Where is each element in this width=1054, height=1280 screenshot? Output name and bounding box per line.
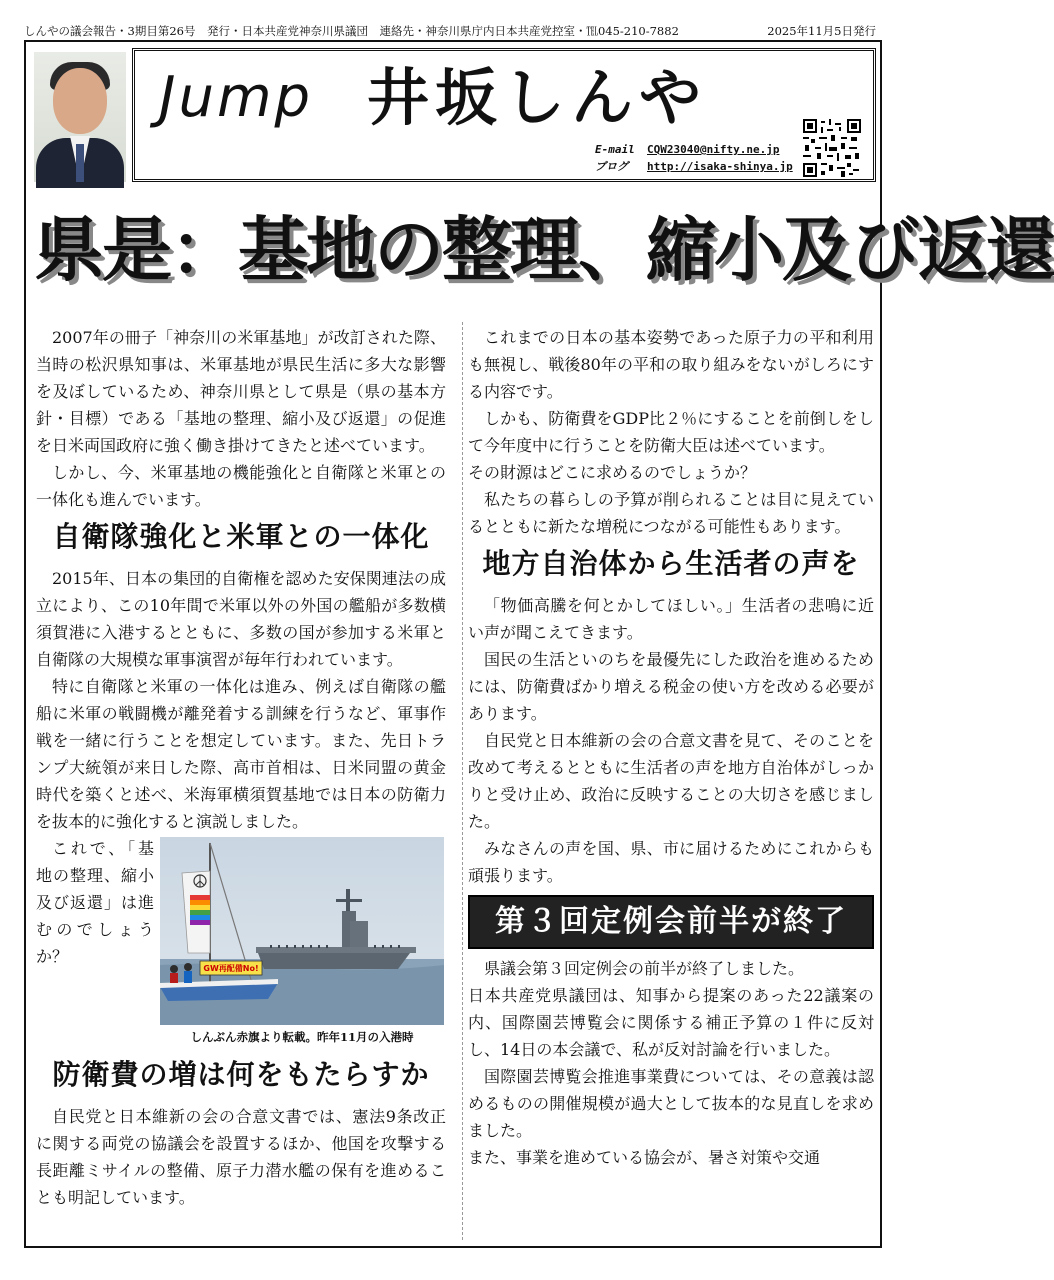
right-column: [468, 324, 874, 1171]
aircraft-carrier-figure: [160, 837, 444, 1049]
email-label: E-mail: [595, 143, 635, 156]
local-paragraph-2: 国民の生活といのちを最優先にした政治を進めるためには、防衛費ばかり増える税金の使い方を改める必要があります。: [468, 650, 874, 723]
defense-paragraph-3: しかも、防衛費をGDP比２％にすることを前倒しをして今年度中に行うことを防衛大臣は述べています。: [468, 409, 874, 455]
session-paragraph-3: 国際園芸博覧会推進事業費については、その意義は認めるものの開催規模が過大として抜本的な見直しを求めました。: [468, 1067, 874, 1140]
session-paragraph-4: また、事業を進めている協会が、暑さ対策や交通: [468, 1148, 821, 1167]
session-paragraph-1: 県議会第３回定例会の前半が終了しました。: [484, 959, 805, 978]
intro-paragraph-1: 2007年の冊子「神奈川の米軍基地」が改訂された際、当時の松沢県知事は、米軍基地が県民生活に多大な影響を及ぼしているため、神奈川県として県是（県の基本方針・目標）である「基地の整理、縮小及び返還」の促進を日米両国政府に強く働き掛けてきたと述べています。: [36, 328, 446, 455]
masthead-logo-jump: Jump: [159, 65, 314, 130]
local-paragraph-3: 自民党と日本維新の会の合意文書を見て、そのことを改めて考えるとともに生活者の声を地方自治体がしっかりと受け止め、政治に反映することの大切さを感じました。: [468, 731, 874, 831]
defense-paragraph-4: その財源はどこに求めるのでしょうか？: [468, 463, 757, 482]
portrait-photo: [34, 52, 126, 182]
section-title-local-voices: 地方自治体から生活者の声を: [482, 547, 860, 580]
contact-info: [595, 141, 793, 175]
aircraft-carrier-photo: [160, 837, 444, 1025]
defense-paragraph-5: 私たちの暮らしの予算が削られることは目に見えているとともに新たな増税につながる可能性もあります。: [468, 490, 874, 536]
intro-paragraph-2: しかし、今、米軍基地の機能強化と自衛隊と米軍との一体化も進んでいます。: [36, 463, 446, 509]
email-link[interactable]: CQW23040@nifty.ne.jp: [647, 143, 780, 156]
issue-date: 2025年11月5日発行: [767, 24, 876, 38]
protest-banner-text: GW再配備No!: [203, 964, 259, 973]
left-column: [36, 324, 446, 1211]
photo-wrap: [36, 835, 446, 1051]
qr-code-icon: [803, 119, 861, 177]
blog-link[interactable]: http://isaka-shinya.jp: [647, 160, 793, 173]
defense-paragraph-2: これまでの日本の基本姿勢であった原子力の平和利用も無視し、戦後80年の平和の取り組みをないがしろにする内容です。: [468, 328, 874, 401]
section-title-defense-budget: 防衛費の増は何をもたらすか: [52, 1058, 430, 1091]
section-title-session-end: 第３回定例会前半が終了: [468, 895, 874, 949]
local-paragraph-1: 「物価高騰を何とかしてほしい。」生活者の悲鳴に近い声が聞こえてきます。: [468, 596, 874, 642]
local-paragraph-4: みなさんの声を国、県、市に届けるためにこれからも頑張ります。: [468, 839, 874, 885]
integration-paragraph-1: 2015年、日本の集団的自衛権を認めた安保関連法の成立により、この10年間で米軍以外の外国の艦船が多数横須賀港に入港するとともに、多数の国が参加する米軍と自衛隊の大規模な軍事演習が毎年行われています。: [36, 569, 446, 669]
photo-caption: しんぶん赤旗より転載。昨年11月の入港時: [190, 1030, 414, 1044]
publication-line: しんやの議会報告・3期目第26号 発行・日本共産党神奈川県議団 連絡先・神奈川県庁内日本共産党控室・℡045-210-7882: [24, 24, 679, 38]
integration-paragraph-2: 特に自衛隊と米軍の一体化は進み、例えば自衛隊の艦船に米軍の戦闘機が離発着する訓練を行うなど、軍事作戦を一緒に行うことを想定しています。また、先日トランプ大統領が来日した際、高市首相は、日米同盟の黄金時代を築くと述べ、米海軍横須賀基地では日本の防衛力を抜本的に強化すると演説しました。: [36, 677, 446, 831]
publication-info-bar: [24, 22, 880, 40]
main-headline: 県是：基地の整理、縮小及び返還: [34, 209, 1054, 291]
column-divider: [462, 322, 463, 1240]
blog-label: ブログ: [595, 160, 628, 173]
masthead: [132, 48, 876, 182]
section-title-integration: 自衛隊強化と米軍との一体化: [52, 520, 430, 553]
defense-paragraph-1: 自民党と日本維新の会の合意文書では、憲法9条改正に関する両党の協議会を設置するほか、他国を攻撃する長距離ミサイルの整備、原子力潜水艦の保有を進めることも明記しています。: [36, 1107, 446, 1207]
masthead-logo-name: 井坂しんや: [367, 61, 708, 134]
newsletter-frame: [24, 40, 1054, 1248]
session-paragraph-2: 日本共産党県議団は、知事から提案のあった22議案の内、国際園芸博覧会に関係する補正予算の１件に反対し、14日の本会議で、私が反対討論を行いました。: [468, 986, 874, 1059]
integration-paragraph-3: これで、「基地の整理、縮小及び返還」は進むのでしょうか？: [36, 839, 154, 966]
